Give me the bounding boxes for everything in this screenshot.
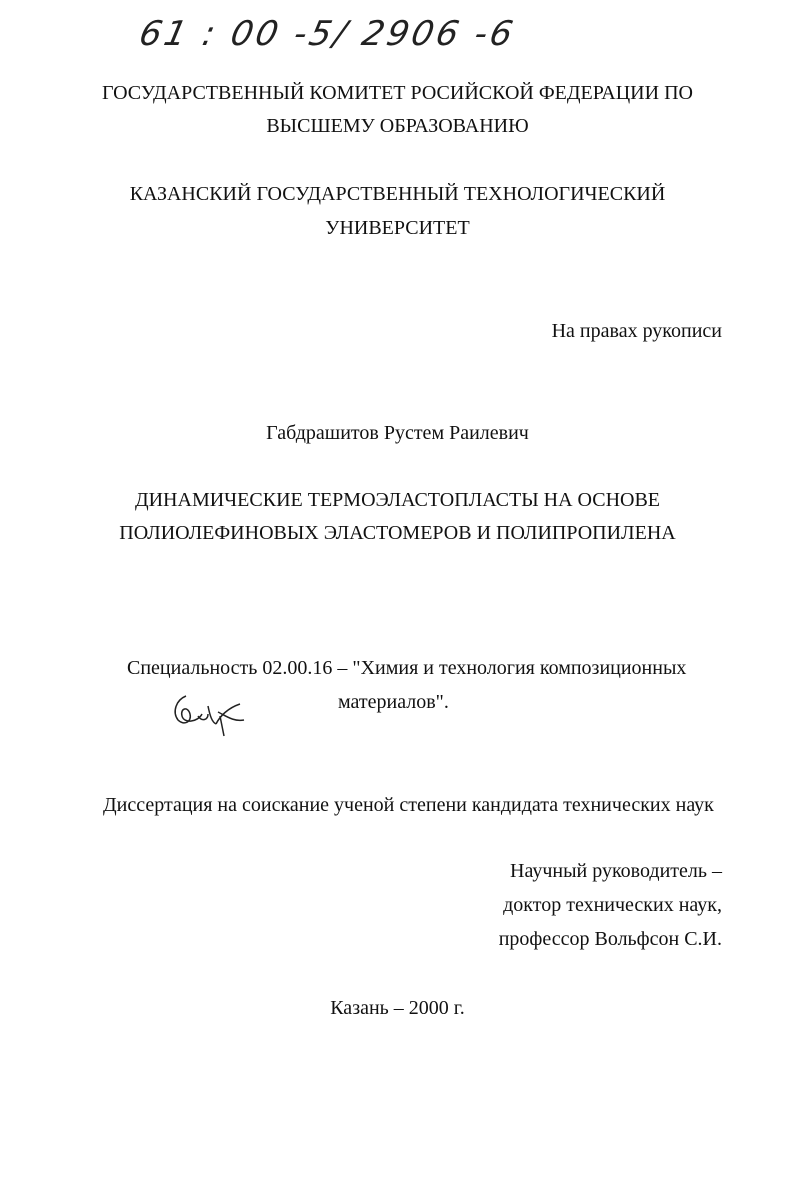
handwritten-catalog-number: 61 : 00 -5/ 2906 -6 xyxy=(135,14,520,54)
committee-line-2: ВЫСШЕМУ ОБРАЗОВАНИЮ xyxy=(266,115,529,137)
supervisor-line-3: профессор Вольфсон С.И. xyxy=(498,928,722,950)
university-line-2: УНИВЕРСИТЕТ xyxy=(325,217,470,239)
supervisor-line-1: Научный руководитель – xyxy=(510,860,722,882)
specialty-line-2: материалов". xyxy=(338,691,449,713)
specialty-line-1: Специальность 02.00.16 – "Химия и технология композиционных xyxy=(127,657,687,679)
university-line-1: КАЗАНСКИЙ ГОСУДАРСТВЕННЫЙ ТЕХНОЛОГИЧЕСКИЙ xyxy=(129,183,666,205)
committee-line-1: ГОСУДАРСТВЕННЫЙ КОМИТЕТ РОСИЙСКОЙ ФЕДЕРАЦИИ ПО xyxy=(102,82,693,104)
signature-icon xyxy=(168,686,248,738)
title-line-2: ПОЛИОЛЕФИНОВЫХ ЭЛАСТОМЕРОВ И ПОЛИПРОПИЛЕНА xyxy=(119,522,676,544)
author-name: Габдрашитов Рустем Раилевич xyxy=(266,422,529,444)
manuscript-note: На правах рукописи xyxy=(551,320,722,342)
place-year: Казань – 2000 г. xyxy=(330,997,465,1019)
title-line-1: ДИНАМИЧЕСКИЕ ТЕРМОЭЛАСТОПЛАСТЫ НА ОСНОВЕ xyxy=(134,489,661,511)
supervisor-line-2: доктор технических наук, xyxy=(503,894,722,916)
dissertation-statement: Диссертация на соискание ученой степени кандидата технических наук xyxy=(103,794,714,816)
